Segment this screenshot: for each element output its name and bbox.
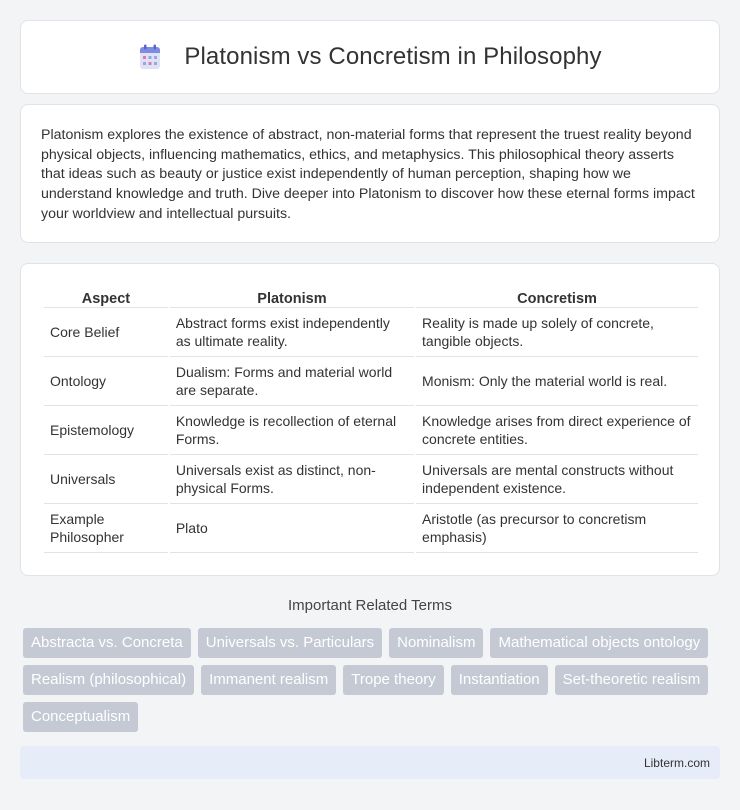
- term-tag[interactable]: Immanent realism: [201, 665, 336, 695]
- cell-aspect: Core Belief: [44, 308, 168, 357]
- footer-link[interactable]: Libterm.com: [643, 755, 710, 770]
- table-row: [44, 308, 698, 357]
- cell-aspect: Ontology: [44, 357, 168, 406]
- header-concretism: Concretism: [416, 284, 698, 308]
- term-tag[interactable]: Instantiation: [451, 665, 548, 695]
- intro-card: [20, 104, 720, 243]
- term-tag[interactable]: Set-theoretic realism: [555, 665, 709, 695]
- term-tag[interactable]: Abstracta vs. Concreta: [23, 628, 191, 658]
- cell-aspect: Example Philosopher: [44, 504, 168, 553]
- term-tag[interactable]: Conceptualism: [23, 702, 138, 732]
- related-terms-title: Important Related Terms: [288, 597, 452, 614]
- table-row: [44, 455, 698, 504]
- cell-concretism: Monism: Only the material world is real.: [416, 357, 698, 406]
- cell-concretism: Knowledge arises from direct experience of concrete entities.: [416, 406, 698, 455]
- header-aspect: Aspect: [44, 284, 168, 308]
- comparison-table-card: [20, 263, 720, 576]
- table-header-row: [44, 284, 698, 308]
- cell-concretism: Reality is made up solely of concrete, tangible objects.: [416, 308, 698, 357]
- intro-text: Platonism explores the existence of abstract, non-material forms that represent the truest reality beyond physical objects, influencing mathematics, ethics, and metaphysics. This philosophical theory asserts that ideas such as beauty or justice exist independently of human perception, shaping how we understand knowledge and truth. Dive deeper into Platonism to discover how these eternal forms impact your worldview and intellectual pursuits.: [41, 127, 695, 222]
- cell-concretism: Universals are mental constructs without independent existence.: [416, 455, 698, 504]
- footer: [20, 746, 720, 779]
- term-tag[interactable]: Realism (philosophical): [23, 665, 194, 695]
- cell-aspect: Universals: [44, 455, 168, 504]
- comparison-table: [42, 284, 700, 553]
- page-title: Platonism vs Concretism in Philosophy: [184, 43, 602, 70]
- cell-platonism: Plato: [170, 504, 414, 553]
- term-tag[interactable]: Nominalism: [389, 628, 483, 658]
- header: [138, 43, 601, 71]
- header-platonism: Platonism: [170, 284, 414, 308]
- term-tag[interactable]: Trope theory: [343, 665, 444, 695]
- related-terms-list: [23, 628, 723, 732]
- header-card: [20, 20, 720, 94]
- table-row: [44, 406, 698, 455]
- term-tag[interactable]: Universals vs. Particulars: [198, 628, 382, 658]
- table-row: [44, 357, 698, 406]
- cell-aspect: Epistemology: [44, 406, 168, 455]
- cell-platonism: Universals exist as distinct, non-physical Forms.: [170, 455, 414, 504]
- cell-platonism: Abstract forms exist independently as ultimate reality.: [170, 308, 414, 357]
- table-row: [44, 504, 698, 553]
- cell-platonism: Dualism: Forms and material world are separate.: [170, 357, 414, 406]
- cell-platonism: Knowledge is recollection of eternal Forms.: [170, 406, 414, 455]
- cell-concretism: Aristotle (as precursor to concretism emphasis): [416, 504, 698, 553]
- term-tag[interactable]: Mathematical objects ontology: [490, 628, 708, 658]
- document-icon: [138, 44, 162, 70]
